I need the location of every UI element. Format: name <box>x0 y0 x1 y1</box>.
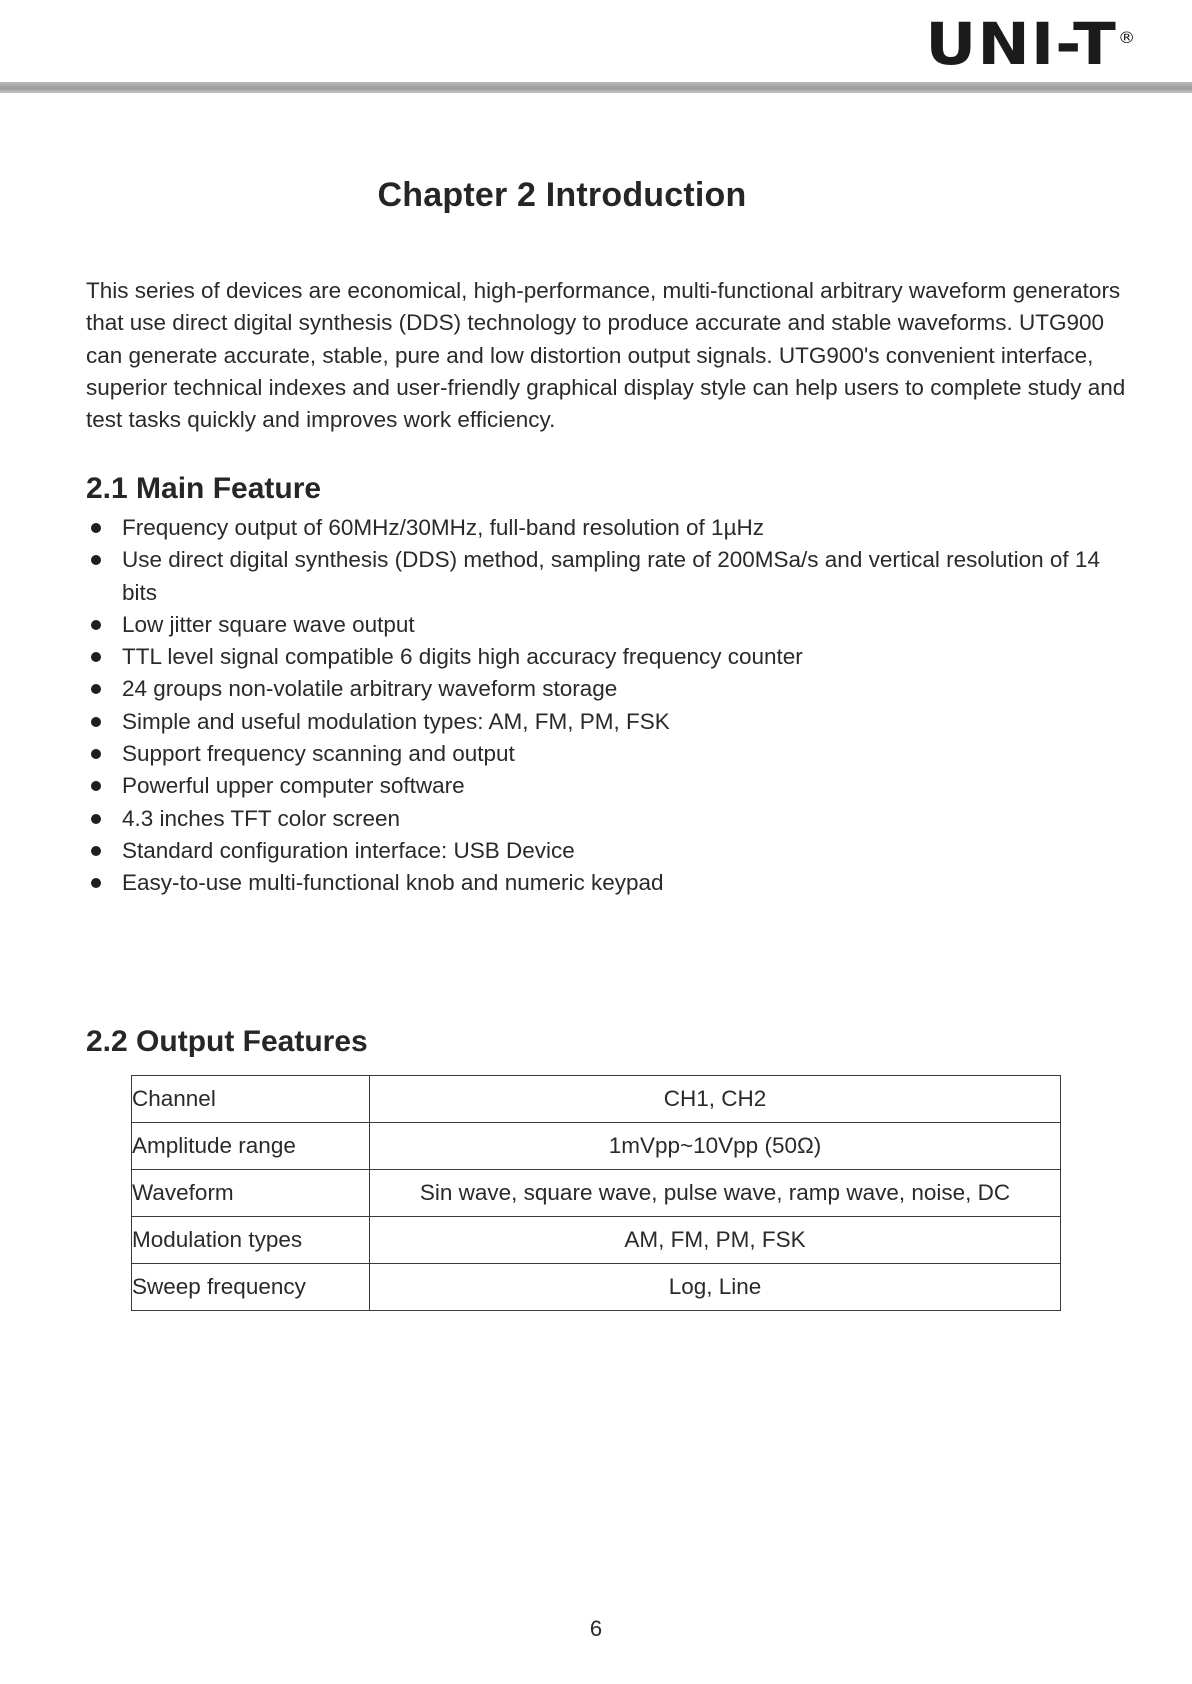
list-item <box>86 867 1126 899</box>
table-cell-label: Channel <box>132 1076 370 1123</box>
output-features-heading: 2.2 Output Features <box>86 1025 368 1058</box>
bullet-icon <box>91 846 101 856</box>
page-header <box>0 0 1192 100</box>
brand-logo-text: UNI-T <box>925 10 1117 78</box>
main-feature-list <box>86 512 1126 900</box>
chapter-title <box>0 176 1192 215</box>
list-item-text: Powerful upper computer software <box>122 773 465 799</box>
table-cell-value: Log, Line <box>370 1264 1061 1311</box>
bullet-icon <box>91 684 101 694</box>
list-item-text: Simple and useful modulation types: AM, FM, PM, FSK <box>122 708 670 734</box>
bullet-icon <box>91 620 101 630</box>
list-item <box>86 706 1126 738</box>
header-divider <box>0 82 1192 93</box>
list-item <box>86 673 1126 705</box>
list-item-text: Use direct digital synthesis (DDS) method, sampling rate of 200MSa/s and vertical resolution of 14 bits <box>122 547 1100 605</box>
table-row <box>132 1123 1061 1170</box>
bullet-icon <box>91 878 101 888</box>
list-item-text: TTL level signal compatible 6 digits high accuracy frequency counter <box>122 644 803 670</box>
list-item <box>86 738 1126 770</box>
table-cell-label: Sweep frequency <box>132 1264 370 1311</box>
table-row <box>132 1170 1061 1217</box>
table-row <box>132 1264 1061 1311</box>
bullet-icon <box>91 555 101 565</box>
list-item <box>86 609 1126 641</box>
bullet-icon <box>91 781 101 791</box>
table-cell-value: Sin wave, square wave, pulse wave, ramp wave, noise, DC <box>370 1170 1061 1217</box>
list-item <box>86 641 1126 673</box>
list-item-text: Easy-to-use multi-functional knob and numeric keypad <box>122 870 664 896</box>
list-item-text: Frequency output of 60MHz/30MHz, full-band resolution of 1µHz <box>122 515 765 540</box>
bullet-icon <box>91 749 101 759</box>
chapter-title-text: Chapter 2 Introduction <box>377 176 747 214</box>
registered-mark: ® <box>1117 28 1136 47</box>
bullet-icon <box>91 652 101 662</box>
table-cell-value: 1mVpp~10Vpp (50Ω) <box>370 1123 1061 1170</box>
output-features-table <box>131 1075 1061 1311</box>
list-item-text: 24 groups non-volatile arbitrary waveform storage <box>122 676 618 702</box>
table-row <box>132 1076 1061 1123</box>
table-cell-value: AM, FM, PM, FSK <box>370 1217 1061 1264</box>
table-cell-label: Waveform <box>132 1170 370 1217</box>
bullet-icon <box>91 523 101 533</box>
bullet-icon <box>91 717 101 727</box>
table-cell-value: CH1, CH2 <box>370 1076 1061 1123</box>
list-item <box>86 770 1126 802</box>
main-feature-heading: 2.1 Main Feature <box>86 472 322 505</box>
list-item <box>86 803 1126 835</box>
list-item-text: Support frequency scanning and output <box>122 741 515 767</box>
page-number: 6 <box>589 1616 603 1641</box>
table-row <box>132 1217 1061 1264</box>
list-item <box>86 835 1126 867</box>
brand-logo <box>925 10 1136 78</box>
bullet-icon <box>91 814 101 824</box>
list-item <box>86 512 1126 544</box>
list-item-text: Low jitter square wave output <box>122 611 415 637</box>
table-cell-label: Amplitude range <box>132 1123 370 1170</box>
table-cell-label: Modulation types <box>132 1217 370 1264</box>
list-item <box>86 544 1126 609</box>
list-item-text: Standard configuration interface: USB Device <box>122 837 575 863</box>
intro-paragraph: This series of devices are economical, high-performance, multi-functional arbitrary waveform generators that use direct digital synthesis (DDS) technology to produce accurate and stable waveforms. UTG900 can generate accurate, stable, pure and low distortion output signals. UTG900's convenient interface, superior technical indexes and user-friendly graphical display style can help users to complete study and test tasks quickly and improves work efficiency. <box>86 278 1126 433</box>
list-item-text: 4.3 inches TFT color screen <box>122 805 401 831</box>
